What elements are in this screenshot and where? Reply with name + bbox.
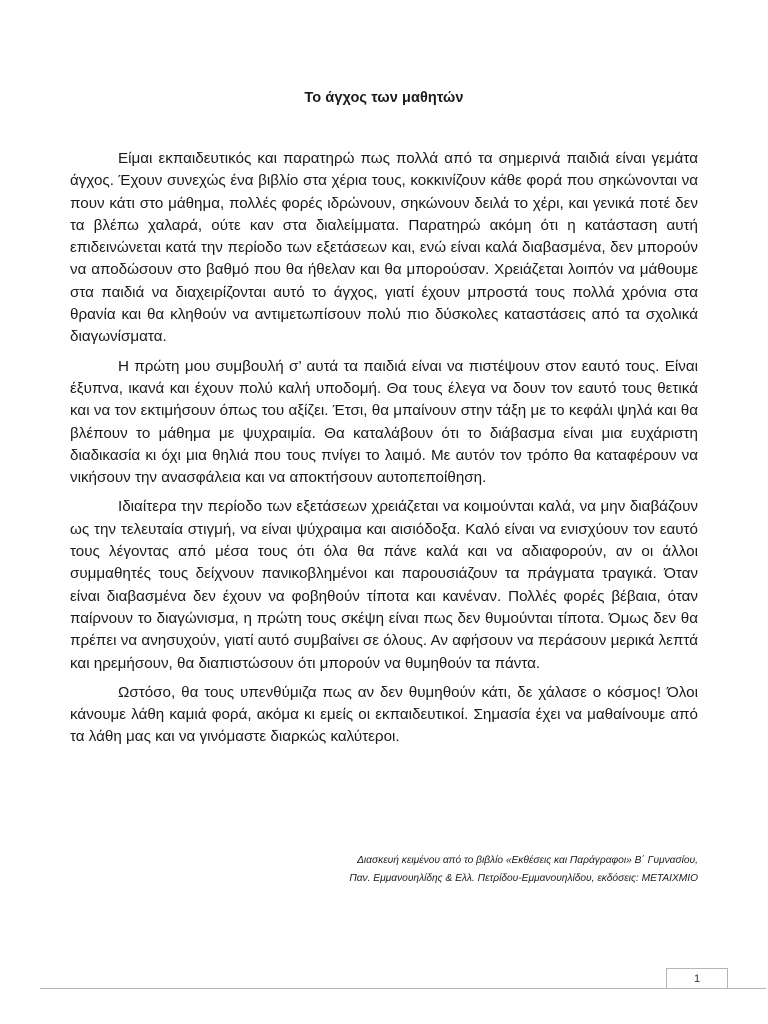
citation-line-2: Παν. Εμμανουηλίδης & Ελλ. Πετρίδου-Εμμανουηλίδου, εκδόσεις: ΜΕΤΑΙΧΜΙΟ bbox=[349, 873, 698, 884]
source-citation bbox=[198, 852, 698, 888]
document-body bbox=[70, 148, 698, 756]
page-title: Το άγχος των μαθητών bbox=[304, 90, 464, 106]
paragraph-3: Ιδιαίτερα την περίοδο των εξετάσεων χρειάζεται να κοιμούνται καλά, να μην διαβάζουν ως την τελευταία στιγμή, να είναι ψύχραιμα και αισιόδοξα. Καλό είναι να ενισχύουν τον εαυτό τους λέγοντας από μέσα τους ότι όλα θα πάνε καλά και να αδιαφορούν, αν οι άλλοι συμμαθητές τους δείχνουν πανικοβλημένοι και παρουσιάζουν τα πράγματα τραγικά. Όταν είναι διαβασμένα δεν έχουν να φοβηθούν τίποτα και κανέναν. Πολλές φορές βέβαια, όταν παίρνουν το διαγώνισμα, η πρώτη τους σκέψη είναι πως δεν θυμούνται τίποτα. Όμως δεν θα πρέπει να ανησυχούν, γιατί αυτό συμβαίνει σε όλους. Αν αφήσουν να περάσουν μερικά λεπτά και ηρεμήσουν, θα διαπιστώσουν ότι μπορούν να θυμηθούν τα πάντα. bbox=[70, 498, 698, 672]
paragraph-2: Η πρώτη μου συμβουλή σ’ αυτά τα παιδιά είναι να πιστέψουν στον εαυτό τους. Είναι έξυπνα, ικανά και έχουν πολύ καλή υποδομή. Θα τους έλεγα να δουν τον εαυτό τους θετικά και να τον εκτιμήσουν όπως του αξίζει. Έτσι, θα μπαίνουν στην τάξη με το κεφάλι ψηλά και θα βλέπουν το μάθημα με ψυχραιμία. Θα καταλάβουν ότι το διάβασμα είναι μια ευχάριστη διαδικασία κι όχι μια θηλιά που τους πνίγει το λαιμό. Με αυτόν τον τρόπο θα καταφέρουν να νικήσουν την ανασφάλεια και να αποκτήσουν αυτοπεποίθηση. bbox=[70, 357, 698, 487]
paragraph-1: Είμαι εκπαιδευτικός και παρατηρώ πως πολλά από τα σημερινά παιδιά είναι γεμάτα άγχος. Έχουν συνεχώς ένα βιβλίο στα χέρια τους, κοκκινίζουν κάθε φορά που σηκώνονται να πουν κάτι στο μάθημα, πολλές φορές ιδρώνουν, σηκώνουν δειλά το χέρι, και γενικά ποτέ δεν τα βλέπω χαλαρά, ούτε καν στα διαλείμματα. Παρατηρώ ακόμη ότι η κατάσταση αυτή επιδεινώνεται κατά την περίοδο των εξετάσεων και, ενώ είναι καλά διαβασμένα, δεν μπορούν να αποδώσουν στο βαθμό που θα ήθελαν και θα μπορούσαν. Χρειάζεται λοιπόν να μάθουμε στα παιδιά να διαχειρίζονται αυτό το άγχος, γιατί έχουν μπροστά τους πολλά χρόνια στα θρανία και θα κληθούν να αντιμετωπίσουν πολύ πιο δύσκολες καταστάσεις από τα σχολικά διαγωνίσματα. bbox=[70, 150, 698, 346]
page-number: 1 bbox=[666, 968, 728, 989]
citation-line-1: Διασκευή κειμένου από το βιβλίο «Εκθέσεις και Παράγραφοι» Β΄ Γυμνασίου, bbox=[357, 855, 698, 866]
footer-divider bbox=[40, 988, 766, 989]
paragraph-4: Ωστόσο, θα τους υπενθύμιζα πως αν δεν θυμηθούν κάτι, δε χάλασε ο κόσμος! Όλοι κάνουμε λάθη καμιά φορά, ακόμα κι εμείς οι εκπαιδευτικοί. Σημασία έχει να μαθαίνουμε από τα λάθη μας και να γινόμαστε διαρκώς καλύτεροι. bbox=[70, 683, 698, 746]
